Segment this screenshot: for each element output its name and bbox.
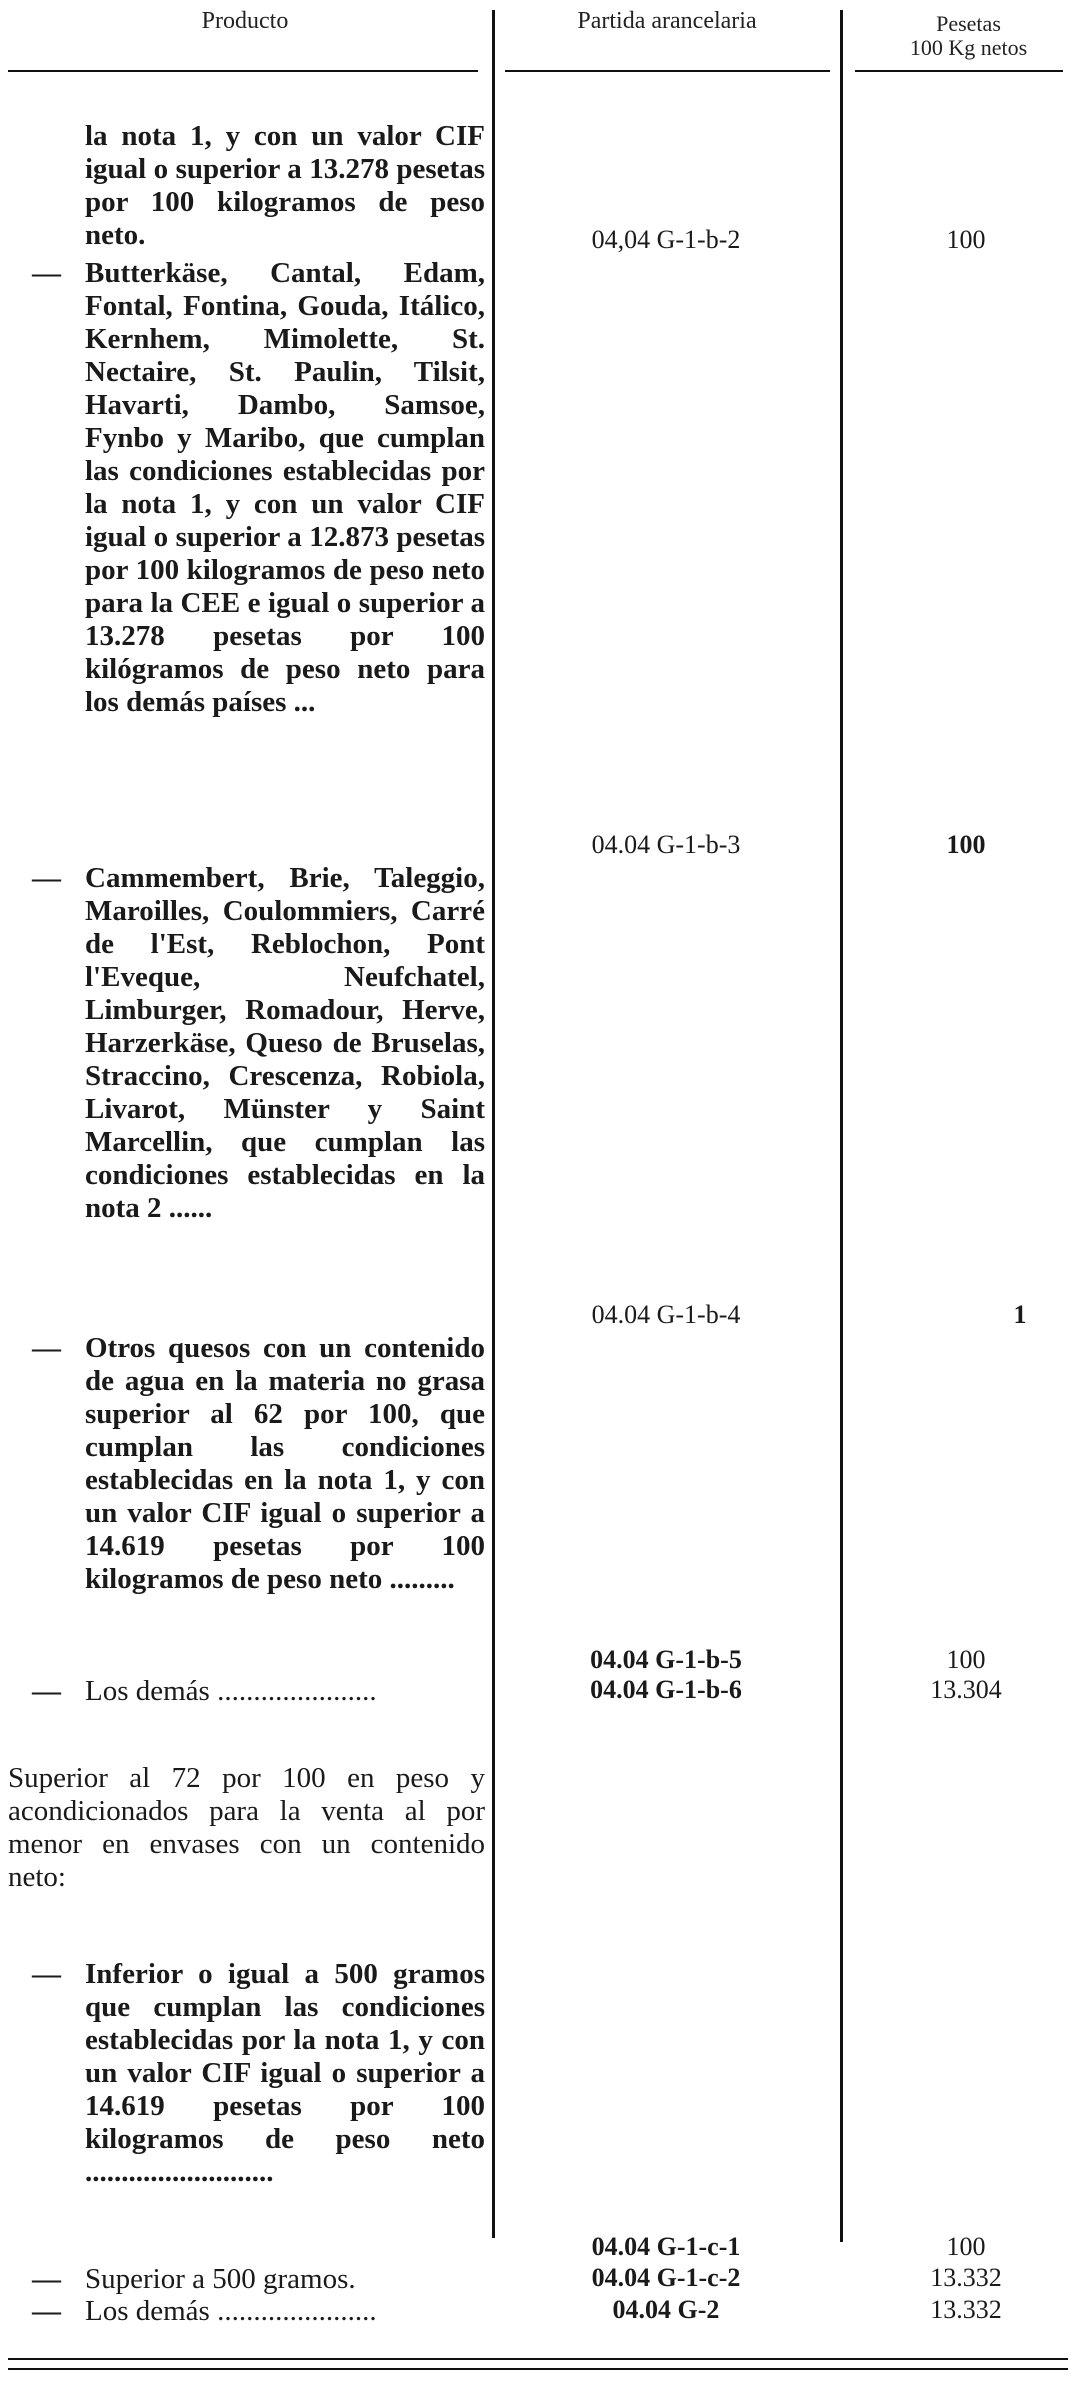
item-dash: —: [32, 1958, 61, 1990]
footer-rule-2: [8, 2368, 1068, 2370]
item-dash: —: [32, 1675, 61, 1707]
column-divider-1: [492, 10, 495, 2238]
item-dash: —: [32, 862, 61, 894]
header-partida: Partida arancelaria: [577, 8, 757, 34]
product-text: Los demás ......................: [85, 2295, 377, 2327]
item-dash: —: [32, 1332, 61, 1364]
pesetas-value: 100: [946, 1645, 986, 1674]
header-rule-producto: [8, 70, 478, 72]
pesetas-value: 1: [1013, 1300, 1027, 1329]
header-pesetas-line2: 100 Kg netos: [909, 35, 1028, 60]
product-text: Butterkäse, Cantal, Edam, Fontal, Fontina, Gouda, Itálico, Kernhem, Mimolette, St. Nectaire, St. Paulin, Tilsit, Havarti, Dambo, Samsoe, Fynbo y Maribo, que cumplan las condiciones establecidas por la nota 1, y con un valor CIF igual o superior a 12.873 pesetas por 100 kilogramos de peso neto para la CEE e igual o superior a 13.278 pesetas por 100 kilógramos de peso neto para los demás países ...: [85, 257, 485, 718]
pesetas-value: 100: [946, 830, 986, 859]
tariff-code: 04.04 G-2: [612, 2295, 720, 2324]
header-rule-partida: [505, 70, 830, 72]
pesetas-value: 13.304: [930, 1675, 1002, 1704]
header-rule-pesetas: [855, 70, 1063, 72]
product-text: Cammembert, Brie, Taleggio, Maroilles, Coulommiers, Carré de l'Est, Reblochon, Pont l'Eveque, Neufchatel, Limburger, Romadour, Herve, Harzerkäse, Queso de Bruselas, Straccino, Crescenza, Robiola, Livarot, Münster y Saint Marcellin, que cumplan las condiciones establecidas en la nota 2 ......: [85, 862, 485, 1224]
header-pesetas: [846, 12, 1091, 60]
product-text: Los demás ......................: [85, 1675, 377, 1707]
tariff-code: 04.04 G-1-b-3: [591, 830, 741, 859]
section-heading-text: Superior al 72 por 100 en peso y acondicionados para la venta al por menor en envases con un contenido neto:: [8, 1762, 485, 1893]
tariff-code: 04,04 G-1-b-2: [591, 225, 741, 254]
item-dash: —: [32, 2263, 61, 2295]
header-pesetas-line1: Pesetas: [936, 11, 1001, 36]
section-heading: [8, 1762, 485, 1894]
tariff-code: 04.04 G-1-c-1: [591, 2232, 741, 2261]
pesetas-value: 13.332: [930, 2263, 1002, 2292]
footer-rule-1: [8, 2358, 1068, 2360]
tariff-code: 04.04 G-1-b-5: [590, 1645, 742, 1674]
pesetas-value: 13.332: [930, 2295, 1002, 2324]
product-text: Inferior o igual a 500 gramos que cumplan las condiciones establecidas por la nota 1, y con un valor CIF igual o superior a 14.619 pesetas por 100 kilogramos de peso neto ..........................: [85, 1958, 485, 2188]
tariff-code: 04.04 G-1-b-4: [591, 1300, 741, 1329]
column-divider-2: [840, 10, 843, 2242]
pesetas-value: 100: [946, 225, 986, 254]
pesetas-value: 100: [946, 2232, 986, 2261]
product-text: Otros quesos con un contenido de agua en la materia no grasa superior al 62 por 100, que cumplan las condiciones establecidas en la nota 1, y con un valor CIF igual o superior a 14.619 pesetas por 100 kilogramos de peso neto .........: [85, 1332, 485, 1595]
tariff-code: 04.04 G-1-c-2: [591, 2263, 741, 2292]
product-text: la nota 1, y con un valor CIF igual o superior a 13.278 pesetas por 100 kilogramos de peso neto.: [85, 120, 485, 251]
header-producto: Producto: [201, 8, 289, 34]
item-dash: —: [32, 2295, 61, 2327]
item-dash: —: [32, 257, 61, 289]
product-text: Superior a 500 gramos.: [85, 2263, 356, 2295]
tariff-code: 04.04 G-1-b-6: [590, 1675, 742, 1704]
